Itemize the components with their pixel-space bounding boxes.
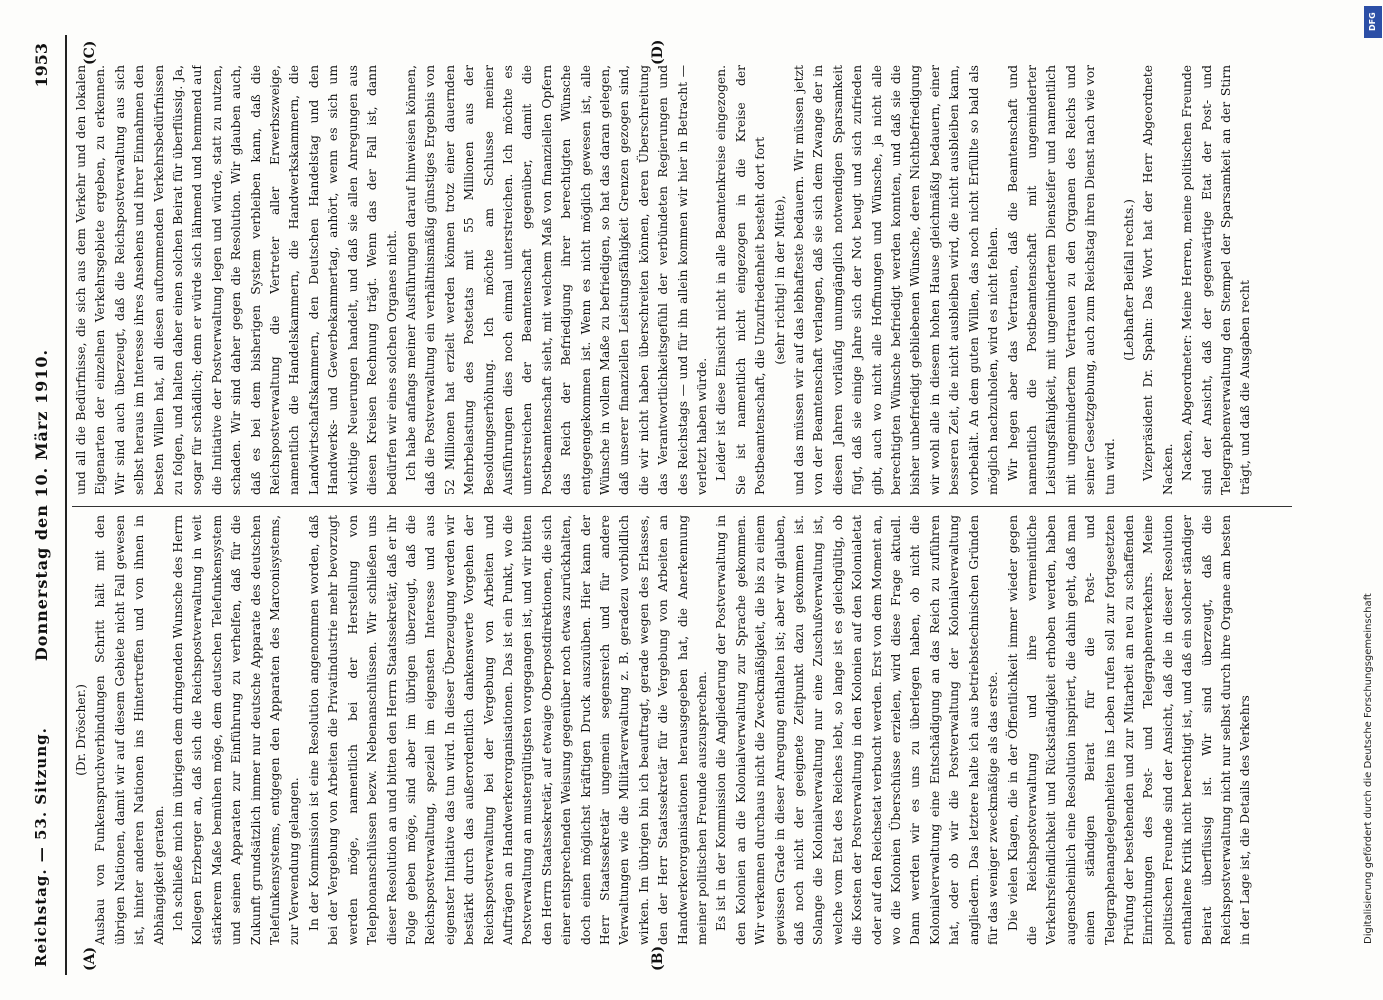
- paragraph: Ich schließe mich im übrigen dem dringenden Wunsche des Herrn Kollegen Erzberger an, daß sich die Reichspostverwaltung in weit stärkerem Maße bemühen möge, dem deutschen Telefunkensystem und seinen Apparaten zur Einführung zu verhelfen, daß für die Zukunft grundsätzlich immer nur deutsche Apparate des deutschen Telefunkensystems, entgegen den Apparaten des Marconisystems, zur Verwendung gelangen.: [171, 515, 302, 945]
- paragraph: Ausbau von Funkenspruchverbindungen Schritt hält mit den übrigen Nationen, damit wir auf diesem Gebiete nicht Fall gewesen ist, hinter anderen Nationen ins Hintertreffen und von ihnen in Abhängigkeit geraten.: [93, 515, 166, 945]
- paragraph: Vizepräsident Dr. Spahn: Das Wort hat der Herr Abgeordnete Nacken.: [1141, 65, 1175, 495]
- dfg-logo: DFG: [1364, 6, 1382, 38]
- margin-marker-a: (A): [82, 946, 98, 971]
- paragraph: Leider ist diese Einsicht nicht in alle Beamtenkreise eingezogen. Sie ist namentlich nicht eingezogen in die Kreise der Postbeamtenschaft, die Unzufriedenheit besteht dort fort: [714, 65, 768, 495]
- paragraph: Die vielen Klagen, die in der Öffentlichkeit immer wieder gegen die Reichspostverwaltung und ihre vermeintliche Verkehrsfeindlichkeit und Rückständigkeit erhoben werden, haben augenscheinlich eine Resolution inspiriert, die dahin geht, daß man einen ständigen Beirat für die Post- und Telegraphenangelegenheiten ins Leben rufen soll zur fortgesetzten Prüfung der bestehenden und zur Mitarbeit an neu zu schaffenden Einrichtungen des Post- und Telegraphenverkehrs. Meine politischen Freunde sind der Ansicht, daß die in dieser Resolution enthaltene Kritik nicht berechtigt ist, und daß ein solcher ständiger Beirat überflüssig ist. Wir sind überzeugt, daß die Reichspostverwaltung nicht nur selbst durch ihre Organe am besten in der Lage ist, die Details des Verkehrs: [1005, 515, 1253, 945]
- margin-marker-d: (D): [650, 39, 666, 65]
- column-separator: [72, 506, 1292, 507]
- paragraph: In der Kommission ist eine Resolution angenommen worden, daß bei der Vergebung von Arbeiten die Privatindustrie mehr bevorzugt werden möge, namentlich bei der Herstellung von Telephonanschlüssen bezw. Nebenanschlüssen. Wir schließen uns dieser Resolution an und bitten den Herrn Staatssekretär, daß er ihr Folge geben möge, sind aber im übrigen überzeugt, daß die Reichspostverwaltung, speziell im eigensten Interesse und aus eigenster Initiative das tun wird. In dieser Überzeugung werden wir bestärkt durch das außerordentlich dankenswerte Vorgehen der Reichspostverwaltung bei der Vergebung von Arbeiten und Aufträgen an Handwerkerorganisationen. Das ist ein Punkt, wo die Postverwaltung an mustergültigsten vorgegangen ist, und wir bitten den Herrn Staatssekretär, auf etwaige Oberpostdirektionen, die sich einer entsprechenden Weisung gegenüber noch etwas zurückhalten, doch einen möglichst kräftigen Druck auszuüben. Hier kann der Herr Staatssekretär ungemein segensreich und für andere Verwaltungen wie die Militärverwaltung z. B. geradezu vorbildlich wirken. Im übrigen bin ich beauftragt, gerade wegen des Erlasses, den der Herr Staatssekretär für die Vergebung von Arbeiten an Handwerkerorganisationen herausgegeben hat, die Anerkennung meiner politischen Freunde auszusprechen.: [306, 515, 709, 945]
- paragraph: Wir hegen aber das Vertrauen, daß die Beamtenschaft und namentlich die Postbeamtenschaft mit ungeminderter Leistungsfähigkeit, mit ungemindertem Diensteifer und namentlich mit ungemindertem Vertrauen zu den Organen des Reichs und seiner Gesetzgebung, auch zum Reichstag ihren Dienst nach wie vor tun wird.: [1005, 65, 1117, 495]
- paragraph: Es ist in der Kommission die Angliederung der Postverwaltung in den Kolonien an die Kolonialverwaltung zur Sprache gekommen. Wir verkennen durchaus nicht die Zweckmäßigkeit, die bis zu einem gewissen Grade in dieser Anregung enthalten ist; aber wir glauben, daß noch nicht der geeignete Zeitpunkt dazu gekommen ist. Solange die Kolonialverwaltung nur eine Zuschußverwaltung ist, welche vom Etat des Reiches lebt, so lange ist es gleichgültig, ob die Kosten der Postverwaltung in den Kolonien auf den Kolonialetat oder auf den Reichsetat verbucht werden. Erst von dem Moment an, wo die Kolonien Überschüsse erzielen, wird diese Frage aktuell. Dann werden wir es uns zu überlegen haben, ob nicht die Kolonialverwaltung eine Entschädigung an das Reich zu zuführen hat, oder ob wir die Postverwaltung der Kolonialverwaltung angliedern. Das letztere halte ich aus betriebstechnischen Gründen für das weniger zweckmäßige als das erste.: [714, 515, 1001, 945]
- paragraph: Nacken, Abgeordneter: Meine Herren, meine politischen Freunde sind der Ansicht, daß der gegenwärtige Etat der Post- und Telegraphenverwaltung den Stempel der Sparsamkeit an der Stirn trägt, und daß die Ausgaben recht: [1180, 65, 1253, 495]
- paragraph: und all die Bedürfnisse, die sich aus dem Verkehr und den lokalen Eigenarten der einzelnen Verkehrsgebiete ergeben, zu erkennen. Wir sind auch überzeugt, daß die Reichspostverwaltung aus sich selbst heraus im Interesse ihres Ansehens und ihrer Einnahmen den besten Willen hat, all diesen auftommenden Verkehrsbedürfnissen zu folgen, und halten daher einen solchen Beirat für überflüssig. Ja, sogar für schädlich; denn er würde sich lähmend und hemmend auf die Initiative der Postverwaltung legen und würde, statt zu nutzen, schaden. Wir sind daher gegen die Resolution. Wir glauben auch, daß es bei dem bisherigen System verbleiben kann, daß die Reichspostverwaltung die Vertreter aller Erwerbszweige, namentlich die Handelskammern, die Handwerkskammern, die Landwirtschaftskammern, den Deutschen Handelstag und den Handwerks- und Gewerbekammertag, anhört, wenn es sich um wichtige Neuerungen handelt, und daß sie allen Anregungen aus diesen Kreisen Rechnung trägt. Wenn das der Fall ist, dann bedürfen wir eines solchen Organes nicht.: [74, 65, 399, 495]
- digitization-credit: Digitalisierung gefördert durch die Deutsche Forschungsgemeinschaft: [1363, 593, 1374, 944]
- rotated-page-content: [10, 25, 1310, 985]
- speaker-reference: (Dr. Dröscher.): [74, 684, 88, 776]
- margin-marker-b: (B): [650, 945, 666, 971]
- header-rule: [65, 35, 67, 975]
- page-number: 1953: [32, 43, 51, 88]
- header-date: Donnerstag den 10. März 1910.: [32, 348, 51, 662]
- running-header: [10, 25, 80, 985]
- margin-marker-c: (C): [82, 40, 98, 65]
- text-column-left: [72, 515, 1292, 945]
- text-column-right: [72, 65, 1292, 495]
- interjection: (sehr richtig! in der Mitte),: [772, 195, 787, 365]
- header-left: Reichstag. — 53. Sitzung.: [32, 727, 50, 967]
- paragraph: Ich habe anfangs meiner Ausführungen darauf hinweisen können, daß die Postverwaltung ein verhältnismäßig günstiges Ergebnis von 52 Millionen hat erzielt werden können trotz einer dauernden Mehrbelastung des Postetats mit 55 Millionen aus der Besoldungserhöhung. Ich möchte am Schlusse meiner Ausführungen dies noch einmal unterstreichen. Ich möchte es unterstreichen der Beamtenschaft gegenüber, damit die Postbeamtenschaft sieht, mit welchem Maß von finanziellen Opfern das Reich der Befriedigung ihrer berechtigten Wünsche entgegengekommen ist. Wenn es nicht möglich gewesen ist, alle Wünsche in vollem Maße zu befriedigen, so hat das daran gelegen, daß unserer finanziellen Leistungsfähigkeit Grenzen gezogen sind, die wir nicht haben überschreiten können, deren Überschreitung das Verantwortlichkeitsgefühl der verbündeten Regierungen und des Reichstags — und für ihn allein kommen wir hier in Betracht — verletzt haben würde.: [403, 65, 709, 495]
- paragraph: und das müssen wir auf das lebhafteste bedauern. Wir müssen jetzt von der Beamtenschaft verlangen, daß sie sich dem Zwange der in diesen Jahren vorläufig unumgänglich notwendigen Sparsamkeit fügt, daß sie einige Jahre sich der Not beugt und sich zufrieden gibt, auch wo nicht alle Hoffnungen und Wünsche, ja nicht alle berechtigten Wünsche befriedigt werden konnten, und daß sie die bisher unbefriedigt gebliebenen Wünsche, deren Nichtbefriedigung wir wohl alle in diesem hohen Hause gleichmäßig bedauern, einer besseren Zeit, die nicht ausbleiben wird, die nicht ausbleiben kann, vorbehält. An dem guten Willen, das noch nicht Erfüllte so bald als möglich nachzuholen, wird es nicht fehlen.: [792, 65, 1001, 495]
- interjection: (Lebhafter Beifall rechts.): [1121, 199, 1136, 361]
